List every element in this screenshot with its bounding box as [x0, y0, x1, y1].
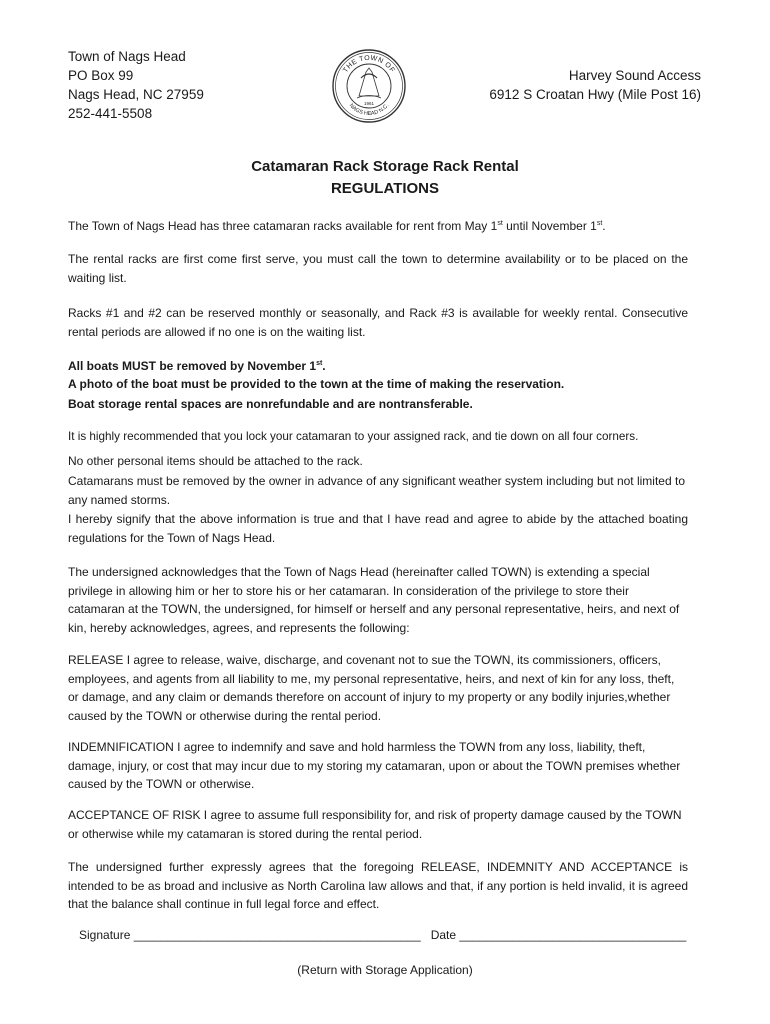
date-label: Date [430, 928, 457, 942]
signature-row [79, 928, 686, 942]
town-address [68, 47, 204, 123]
nonrefundable-notice: Boat storage rental spaces are nonrefundable and are nontransferable. [68, 397, 473, 411]
acceptance-of-risk-clause: ACCEPTANCE OF RISK I agree to assume full responsibility for, and risk of property damage caused by the TOWN or otherwise while my catamaran is stored during the rental period. [68, 808, 682, 841]
photo-requirement-notice: A photo of the boat must be provided to the town at the time of making the reservation. [68, 377, 565, 391]
rack-rules-paragraph: Racks #1 and #2 can be reserved monthly or seasonally, and Rack #3 is available for weekly rental. Consecutive rental periods are allowed if no one is on the waiting list. [68, 306, 688, 339]
svg-text:THE TOWN OF: THE TOWN OF [342, 54, 396, 75]
indemnification-clause: INDEMNIFICATION I agree to indemnify and save and hold harmless the TOWN from any loss, liability, theft, damage, injury, or cost that may incur due to my storing my catamaran, upon or about the TOWN premises whether caused by the TOWN or otherwise. [68, 740, 681, 791]
address-line: 6912 S Croatan Hwy (Mile Post 16) [489, 87, 701, 102]
address-line: Harvey Sound Access [568, 68, 701, 83]
address-line: PO Box 99 [68, 68, 134, 83]
return-note: (Return with Storage Application) [297, 963, 473, 977]
address-line: Nags Head, NC 27959 [68, 87, 204, 102]
svg-text:1961: 1961 [363, 101, 375, 106]
lock-recommendation: It is highly recommended that you lock your catamaran to your assigned rack, and tie down on all four corners. [68, 430, 639, 443]
address-line: Town of Nags Head [68, 49, 186, 64]
town-seal-logo [331, 48, 407, 124]
legal-scope-clause: The undersigned further expressly agrees that the foregoing RELEASE, INDEMNITY AND ACCEPTANCE is intended to be as broad and inclusive as North Carolina law allows and that, if any portion is held invalid, it is agreed that the balance shall continue in full legal force and effect. [68, 860, 688, 911]
svg-text:NAGS HEAD N.C.: NAGS HEAD N.C. [347, 102, 391, 118]
address-line: 252-441-5508 [68, 106, 153, 121]
signature-label: Signature [79, 928, 131, 942]
release-clause: RELEASE I agree to release, waive, discharge, and covenant not to sue the TOWN, its commissioners, officers, employees, and agents from all liability to me, my personal representative, heirs, and next of kin for any loss, theft, or damage, and any claim or demands therefore on account of injury to my property or any bodily injuries,whether caused by the TOWN or otherwise during the rental period. [68, 653, 675, 723]
availability-paragraph: The rental racks are first come first serve, you must call the town to determine availability or to be placed on the waiting list. [68, 252, 688, 285]
signature-line[interactable]: ___________________________________________ [133, 928, 421, 942]
document-title: Catamaran Rack Storage Rack Rental [251, 158, 519, 175]
weather-removal-rule: Catamarans must be removed by the owner in advance of any significant weather system including but not limited to any named storms. [68, 474, 685, 507]
date-line[interactable]: __________________________________ [459, 928, 687, 942]
site-address [489, 66, 701, 104]
agreement-statement: I hereby signify that the above information is true and that I have read and agree to abide by the attached boating regulations for the Town of Nags Head. [68, 512, 688, 545]
acknowledgement-paragraph: The undersigned acknowledges that the Town of Nags Head (hereinafter called TOWN) is extending a special privilege in allowing him or her to store his or her catamaran. In consideration of the privilege to store their catamaran at the TOWN, the undersigned, for himself or herself and any personal representative, heirs, and next of kin, hereby acknowledges, agrees, and represents the following: [68, 565, 680, 635]
document-subtitle: REGULATIONS [330, 180, 440, 197]
intro-paragraph: The Town of Nags Head has three catamaran racks available for rent from May 1st until November 1st. [68, 219, 606, 233]
removal-deadline-notice: All boats MUST be removed by November 1st. [68, 359, 326, 373]
personal-items-rule: No other personal items should be attached to the rack. [68, 454, 363, 468]
